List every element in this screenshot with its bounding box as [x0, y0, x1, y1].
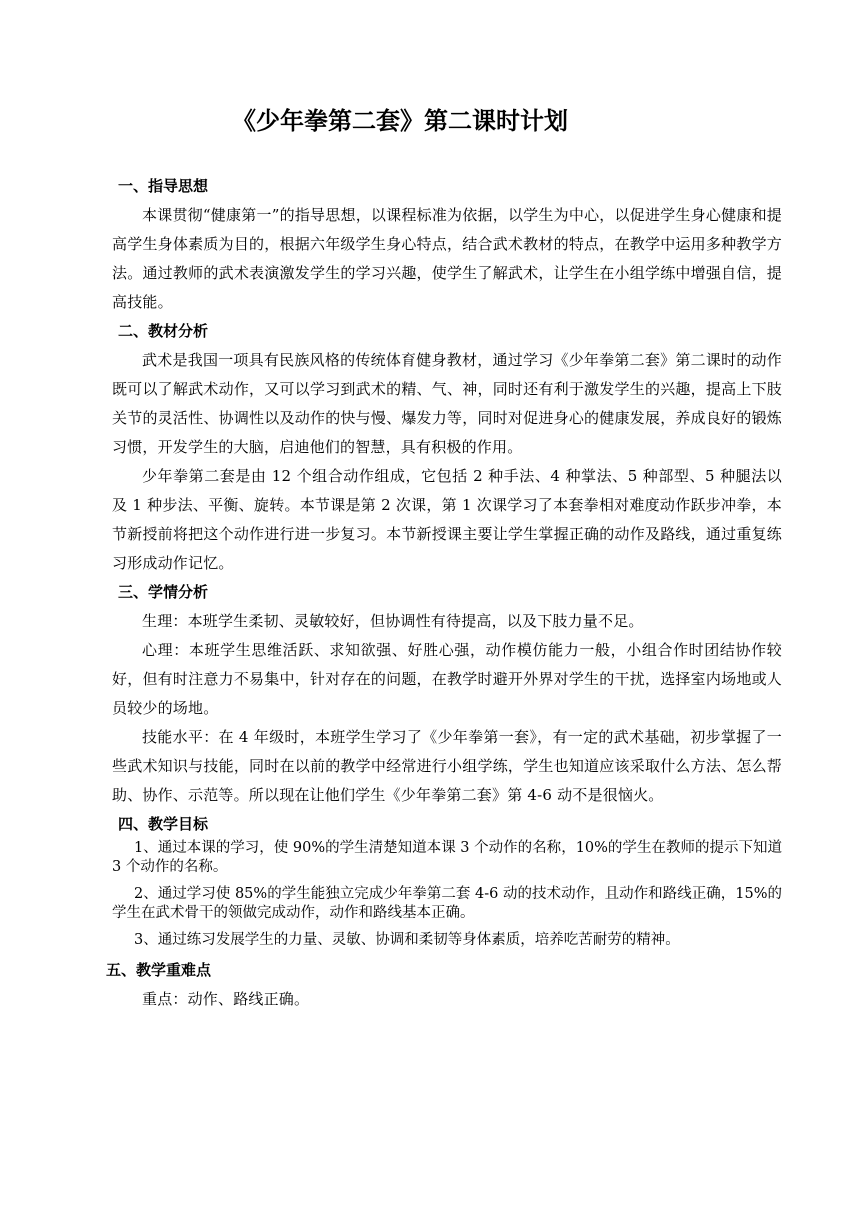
paragraph: 重点：动作、路线正确。 — [142, 990, 310, 1008]
section-heading: 二、教材分析 — [118, 322, 209, 340]
goal-item: 2、通过学习使 85%的学生能独立完成少年拳第二套 4-6 动的技术动作，且动作和路线正确，15%的学生在武术骨干的领做完成动作，动作和路线基本正确。 — [112, 886, 782, 921]
section-key-difficult-points — [106, 956, 782, 1014]
section-heading: 四、教学目标 — [118, 815, 209, 833]
section-heading: 一、指导思想 — [118, 177, 209, 195]
paragraph: 生理：本班学生柔韧、灵敏较好，但协调性有待提高，以及下肢力量不足。 — [142, 612, 644, 630]
document-body — [106, 172, 782, 1014]
section-heading: 三、学情分析 — [118, 583, 209, 601]
goal-item: 3、通过练习发展学生的力量、灵敏、协调和柔韧等身体素质，培养吃苦耐劳的精神。 — [134, 932, 680, 948]
goal-list — [112, 839, 782, 950]
paragraph: 少年拳第二套是由 12 个组合动作组成，它包括 2 种手法、4 种掌法、5 种部型、5 种腿法以及 1 种步法、平衡、旋转。本节课是第 2 次课，第 1 次课学习了本套拳相对难度动作跃步冲拳，本节新授前将把这个动作进行进一步复习。本节新授课主要让学生掌握正确的动作及路线，通过重复练习形成动作记忆。 — [112, 467, 782, 572]
section-textbook-analysis — [112, 317, 782, 578]
document-title: 《少年拳第二套》第二课时计划 — [232, 107, 568, 135]
section-teaching-goals — [112, 810, 782, 950]
paragraph: 技能水平：在 4 年级时，本班学生学习了《少年拳第一套》，有一定的武术基础，初步掌握了一些武术知识与技能，同时在以前的教学中经常进行小组学练，学生也知道应该采取什么方法、怎么帮助、协作、示范等。所以现在让他们学生《少年拳第二套》第 4-6 动不是很恼火。 — [112, 728, 782, 804]
section-heading: 五、教学重难点 — [106, 961, 212, 979]
paragraph: 本课贯彻“健康第一”的指导思想，以课程标准为依据，以学生为中心，以促进学生身心健康和提高学生身体素质为目的，根据六年级学生身心特点，结合武术教材的特点，在教学中运用多种教学方法。通过教师的武术表演激发学生的学习兴趣，使学生了解武术，让学生在小组学练中增强自信，提高技能。 — [112, 206, 782, 311]
section-student-analysis — [112, 578, 782, 810]
goal-item: 1、通过本课的学习，使 90%的学生清楚知道本课 3 个动作的名称，10%的学生在教师的提示下知道 3 个动作的名称。 — [112, 840, 782, 875]
paragraph: 武术是我国一项具有民族风格的传统体育健身教材，通过学习《少年拳第二套》第二课时的动作既可以了解武术动作，又可以学习到武术的精、气、神，同时还有利于激发学生的兴趣，提高上下肢关节的灵活性、协调性以及动作的快与慢、爆发力等，同时对促进身心的健康发展，养成良好的锻炼习惯，开发学生的大脑，启迪他们的智慧，具有积极的作用。 — [112, 351, 782, 456]
paragraph: 心理：本班学生思维活跃、求知欲强、好胜心强，动作模仿能力一般，小组合作时团结协作较好，但有时注意力不易集中，针对存在的问题，在教学时避开外界对学生的干扰，选择室内场地或人员较少的场地。 — [112, 641, 782, 717]
section-guiding-ideology — [112, 172, 782, 317]
